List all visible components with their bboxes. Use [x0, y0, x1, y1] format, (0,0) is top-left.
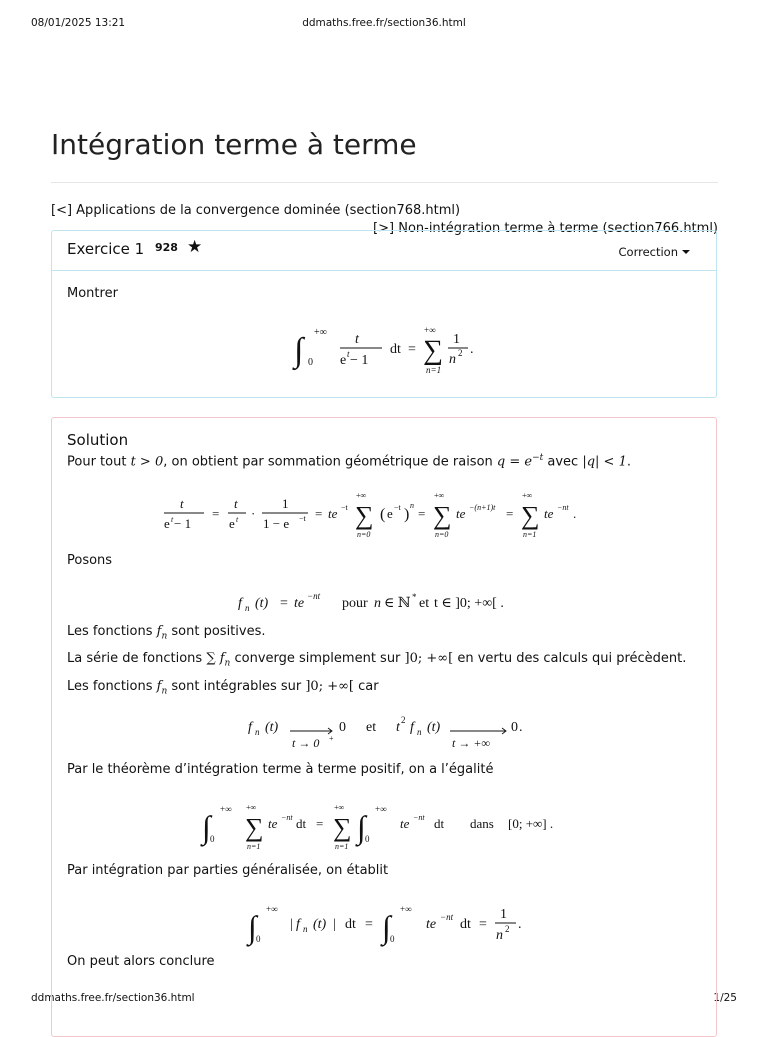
exercise-card — [51, 230, 717, 398]
page-title: Intégration terme à terme — [51, 128, 417, 161]
num: t — [180, 496, 184, 511]
integral: ∫ — [357, 809, 366, 845]
math-inline: ∑ f — [206, 651, 225, 666]
denominator-e: e — [340, 353, 347, 368]
f: f — [410, 720, 414, 735]
sum: ∑ — [355, 501, 374, 530]
text: Pour tout — [67, 454, 131, 470]
equation-1 — [160, 488, 620, 544]
up: +∞ — [220, 804, 232, 814]
lower-bound: 0 — [308, 357, 313, 368]
paren: ) — [404, 506, 410, 523]
print-datetime: 08/01/2025 13:21 — [31, 17, 126, 29]
f: f — [238, 596, 242, 611]
period: . — [470, 342, 474, 357]
te: te — [328, 506, 338, 521]
upper-bound: +∞ — [314, 327, 327, 338]
exercise-id: 928 — [155, 241, 178, 254]
solution-paragraph-1 — [67, 453, 631, 469]
f: f — [248, 720, 252, 735]
prev-section-link[interactable]: [<] Applications de la convergence dominée (section768.html) — [51, 203, 461, 218]
text: car — [354, 679, 379, 694]
print-url: ddmaths.free.fr/section36.html — [302, 17, 466, 29]
exercise-equation — [292, 319, 492, 379]
low: 0 — [365, 834, 370, 844]
sum-low: n=1 — [335, 842, 349, 851]
math-inline: f — [156, 679, 162, 694]
text: Les fonctions — [67, 679, 157, 694]
solution-paragraph-6: Par le théorème d’intégration terme à terme positif, on a l’égalité — [67, 762, 494, 777]
dt: dt — [390, 342, 401, 357]
footer-url: ddmaths.free.fr/section36.html — [31, 992, 195, 1004]
dt: dt — [296, 816, 307, 831]
arg: (t) — [427, 720, 441, 735]
eq: = — [212, 506, 220, 521]
interval: t ∈ ]0; +∞[ . — [434, 596, 504, 611]
low: 0 — [390, 934, 395, 944]
te: te — [400, 816, 410, 831]
limit-sup: + — [329, 734, 334, 743]
title-divider — [51, 182, 718, 183]
correction-button[interactable] — [619, 245, 691, 259]
den: 1 − e — [263, 516, 290, 531]
text: , on obtient par sommation géométrique de raison — [163, 454, 497, 470]
equals: = — [408, 342, 416, 357]
pow: n — [410, 501, 414, 510]
te: te — [456, 506, 466, 521]
te-exp: −(n+1)t — [469, 503, 496, 512]
sum-up: +∞ — [246, 803, 257, 812]
dt: dt — [345, 917, 356, 932]
den: e — [229, 516, 235, 531]
solution-paragraph-4 — [67, 651, 686, 669]
text: . — [626, 454, 631, 470]
integral: ∫ — [202, 809, 211, 845]
et: et — [419, 596, 430, 611]
sum: ∑ — [433, 501, 452, 530]
eq: = — [315, 506, 323, 521]
sum-low: n=0 — [357, 530, 371, 539]
f-sub: n — [245, 603, 250, 613]
sum: ∑ — [245, 813, 264, 842]
math-inline: ]0; +∞[ — [305, 679, 355, 694]
limit: t → 0 — [292, 736, 320, 750]
te-exp: −nt — [307, 591, 321, 601]
dans: dans — [470, 816, 494, 831]
den-exp: −t — [299, 514, 306, 523]
text: Les fonctions — [67, 624, 157, 639]
solution-paragraph-3 — [67, 624, 266, 642]
period: . — [518, 917, 522, 932]
sum-sign: ∑ — [423, 335, 443, 366]
star-sup: * — [412, 592, 417, 602]
f-sub: n — [255, 727, 260, 737]
num: t — [234, 496, 238, 511]
arg: (t) — [255, 596, 269, 611]
math-inline: |q| < 1 — [582, 454, 627, 470]
f-sub: n — [417, 727, 422, 737]
dot: · — [251, 506, 256, 521]
up: +∞ — [400, 904, 412, 914]
f: f — [296, 917, 300, 932]
next-section-link[interactable]: [>] Non-intégration terme à terme (section766.html) — [373, 221, 718, 236]
zero: 0 — [511, 720, 518, 735]
text: sont positives. — [167, 624, 266, 639]
equation-5 — [246, 898, 546, 956]
zero: 0 — [339, 720, 346, 735]
sum-lower: n=1 — [426, 365, 442, 375]
paren: ( — [380, 506, 386, 523]
sum-up: +∞ — [356, 491, 367, 500]
solution-paragraph-5 — [67, 679, 379, 697]
in-N: ∈ ℕ — [384, 596, 411, 611]
sum-up: +∞ — [522, 491, 533, 500]
sum-up: +∞ — [434, 491, 445, 500]
interval: [0; +∞] . — [508, 816, 554, 831]
period: . — [573, 506, 577, 521]
low: 0 — [210, 834, 215, 844]
numerator: t — [355, 332, 359, 347]
eq: = — [280, 596, 288, 611]
arg: (t) — [265, 720, 279, 735]
te: te — [268, 816, 278, 831]
den-tail: − 1 — [174, 516, 192, 531]
t: t — [396, 720, 400, 735]
solution-card — [51, 417, 717, 1037]
te-exp: −nt — [557, 503, 569, 512]
sum: ∑ — [333, 813, 352, 842]
den-exp: t — [236, 515, 239, 524]
sum-up: +∞ — [334, 803, 345, 812]
math-inline: f — [156, 624, 162, 639]
math-inline: t > 0 — [130, 454, 164, 470]
eq: = — [418, 506, 426, 521]
te-exp: −nt — [281, 813, 293, 822]
te: te — [544, 506, 554, 521]
text: converge simplement sur — [230, 651, 405, 666]
abs: | — [290, 917, 293, 932]
math-sup: −t — [532, 453, 544, 463]
solution-title: Solution — [67, 431, 129, 449]
exercise-title: Exercice 1 — [67, 240, 145, 258]
dt: dt — [460, 917, 471, 932]
eq: = — [479, 917, 487, 932]
e: e — [387, 506, 393, 521]
den: e — [164, 516, 170, 531]
limit: t → +∞ — [452, 736, 490, 750]
e-exp: −t — [394, 503, 401, 512]
sum-denominator: n — [449, 352, 456, 367]
num: 1 — [500, 907, 507, 922]
num: 1 — [282, 496, 289, 511]
den-exp: 2 — [505, 924, 510, 934]
equation-2 — [236, 588, 556, 618]
solution-paragraph-7: Par intégration par parties généralisée, on établit — [67, 863, 389, 878]
text: avec — [543, 454, 583, 470]
den: n — [496, 928, 503, 943]
correction-label: Correction — [618, 245, 678, 259]
f-sub: n — [303, 924, 308, 934]
te-exp: −t — [341, 503, 348, 512]
abs: | — [333, 917, 336, 932]
eq: = — [365, 917, 373, 932]
math-sub: n — [161, 631, 168, 642]
sum-numerator: 1 — [453, 332, 460, 347]
sum-upper: +∞ — [424, 325, 436, 335]
sum-low: n=1 — [523, 530, 537, 539]
integral-sign: ∫ — [294, 332, 304, 369]
denominator-tail: − 1 — [350, 353, 369, 368]
solution-paragraph-8: On peut alors conclure — [67, 954, 215, 969]
eq: = — [506, 506, 514, 521]
eq: = — [316, 816, 324, 831]
math-sub: n — [224, 658, 231, 669]
t-sq: 2 — [401, 715, 406, 725]
math-inline: q = e — [496, 454, 533, 470]
text: en vertu des calculs qui précèdent. — [453, 651, 687, 666]
low: 0 — [256, 934, 261, 944]
te-exp: −nt — [413, 813, 425, 822]
te: te — [426, 917, 437, 932]
sum-low: n=0 — [435, 530, 449, 539]
sum-denominator-exp: 2 — [458, 348, 463, 358]
exercise-header — [52, 231, 716, 271]
page-number: 1/25 — [713, 992, 737, 1004]
up: +∞ — [375, 804, 387, 814]
text: La série de fonctions — [67, 651, 207, 666]
et: et — [366, 720, 377, 735]
caret-down-icon — [682, 250, 690, 254]
te-exp: −nt — [440, 912, 454, 922]
te: te — [294, 596, 305, 611]
text: sont intégrables sur — [167, 679, 306, 694]
sum: ∑ — [521, 501, 540, 530]
period: . — [519, 720, 523, 735]
denominator-exp: t — [347, 349, 350, 359]
sum-low: n=1 — [247, 842, 261, 851]
star-icon: ★ — [187, 237, 203, 257]
integral: ∫ — [248, 909, 257, 945]
up: +∞ — [266, 904, 278, 914]
math-inline: ]0; +∞[ — [404, 651, 454, 666]
solution-paragraph-2: Posons — [67, 553, 113, 568]
equation-4 — [200, 798, 580, 856]
dt: dt — [434, 816, 445, 831]
equation-3 — [246, 714, 546, 754]
arg: (t) — [313, 917, 327, 932]
n: n — [374, 596, 381, 611]
exercise-statement: Montrer — [67, 286, 118, 301]
math-sub: n — [161, 686, 168, 697]
den-exp: t — [171, 515, 174, 524]
integral: ∫ — [382, 909, 391, 945]
pour: pour — [342, 596, 368, 611]
